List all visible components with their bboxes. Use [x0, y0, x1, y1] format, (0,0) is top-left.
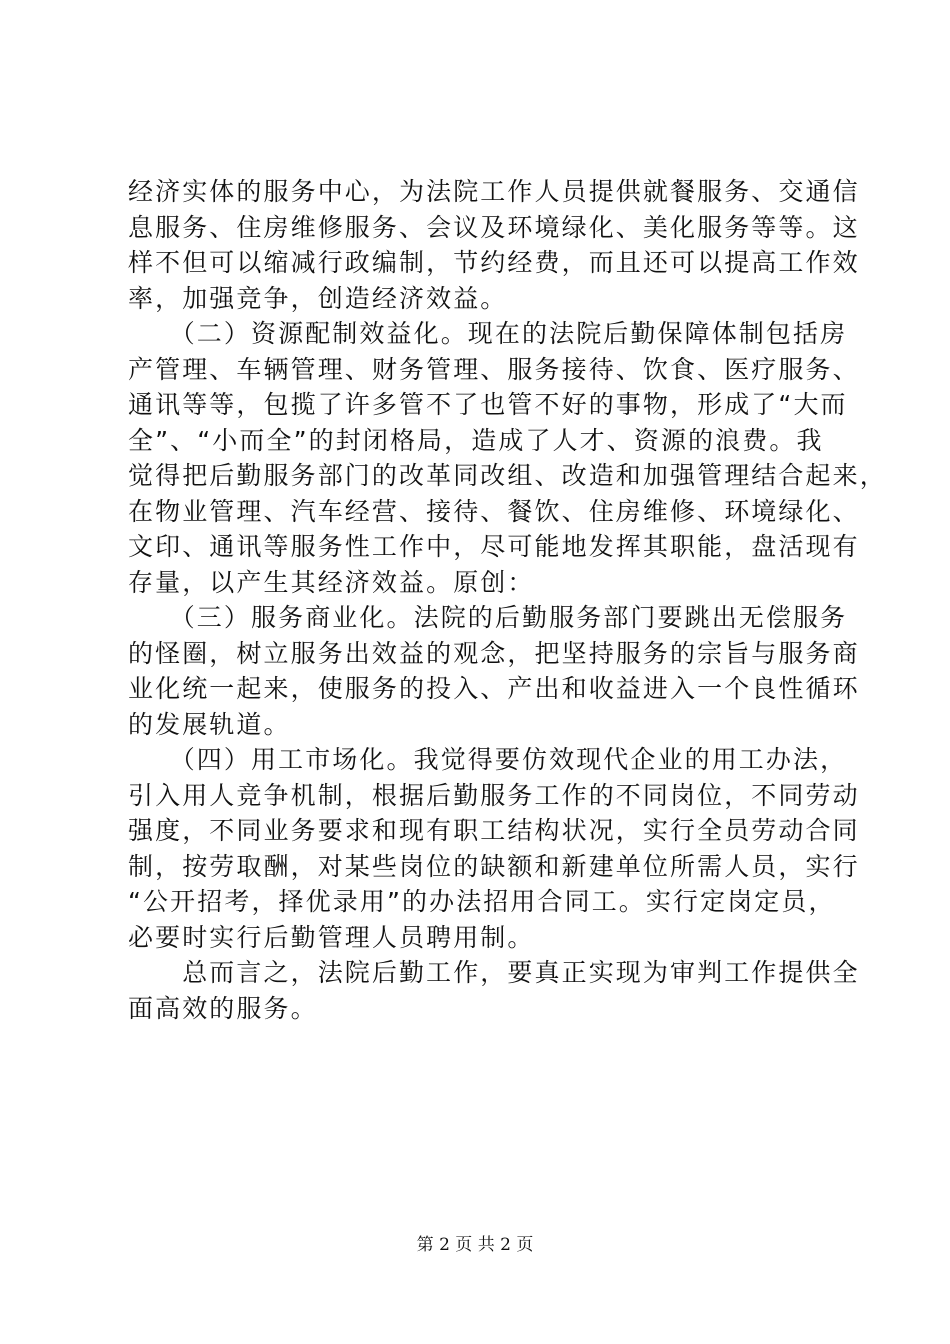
- text-line: 文印、通讯等服务性工作中，尽可能地发挥其职能，盘活现有: [128, 532, 860, 561]
- text-line: 觉得把后勤服务部门的改革同改组、改造和加强管理结合起来，: [128, 461, 887, 490]
- page-footer: 第 2 页 共 2 页: [416, 1235, 534, 1255]
- text-line: （四）用工市场化。我觉得要仿效现代企业的用工办法，: [128, 745, 848, 774]
- text-line: 息服务、住房维修服务、会议及环境绿化、美化服务等等。这: [128, 212, 860, 242]
- text-line: 存量，以产生其经济效益。原创：: [128, 567, 535, 597]
- text-line: 经济实体的服务中心，为法院工作人员提供就餐服务、交通信: [128, 177, 860, 206]
- text-line: 率，加强竞争，创造经济效益。: [128, 283, 508, 313]
- text-line: 样不但可以缩减行政编制，节约经费，而且还可以提高工作效: [128, 248, 860, 277]
- text-line: 的发展轨道。: [128, 709, 291, 739]
- text-line: 必要时实行后勤管理人员聘用制。: [128, 922, 535, 952]
- text-line: 强度，不同业务要求和现有职工结构状况，实行全员劳动合同: [128, 816, 860, 845]
- text-line: 引入用人竞争机制，根据后勤服务工作的不同岗位，不同劳动: [128, 780, 860, 810]
- text-line: 总而言之，法院后勤工作，要真正实现为审判工作提供全: [128, 958, 860, 987]
- text-line: 制，按劳取酬，对某些岗位的缺额和新建单位所需人员，实行: [128, 851, 860, 881]
- text-line: 面高效的服务。: [128, 993, 318, 1023]
- text-line: （三）服务商业化。法院的后勤服务部门要跳出无偿服务: [128, 603, 848, 632]
- text-line: （二）资源配制效益化。现在的法院后勤保障体制包括房: [128, 319, 848, 348]
- text-line: 业化统一起来，使服务的投入、产出和收益进入一个良性循环: [128, 674, 860, 703]
- document-body: [128, 174, 887, 1026]
- text-line: 的怪圈，树立服务出效益的观念，把坚持服务的宗旨与服务商: [128, 638, 860, 668]
- text-line: 在物业管理、汽车经营、接待、餐饮、住房维修、环境绿化、: [128, 496, 860, 526]
- text-line: 通讯等等，包揽了许多管不了也管不好的事物，形成了“大而: [128, 390, 848, 419]
- text-line: 全”、“小而全”的封闭格局，造成了人才、资源的浪费。我: [128, 425, 824, 455]
- text-line: 产管理、车辆管理、财务管理、服务接待、饮食、医疗服务、: [128, 354, 860, 384]
- text-line: “公开招考，择优录用”的办法招用合同工。实行定岗定员，: [128, 887, 836, 916]
